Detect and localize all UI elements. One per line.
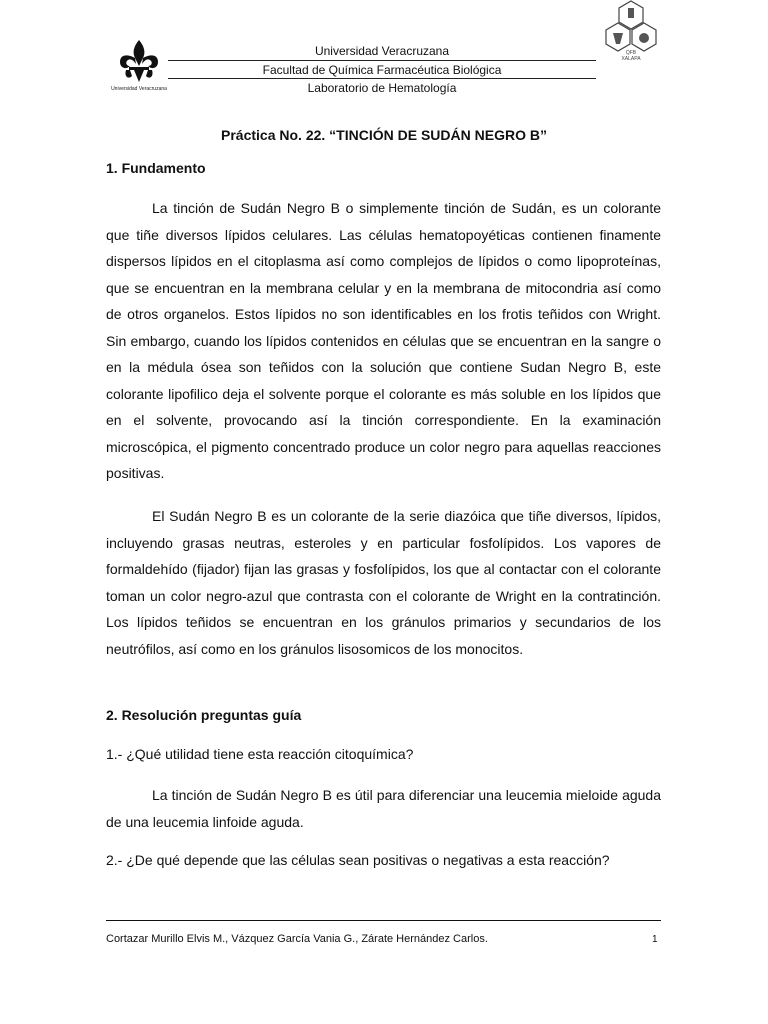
section-heading: 2. Resolución preguntas guía	[106, 707, 302, 723]
header-divider	[168, 78, 596, 79]
question: 2.- ¿De qué depende que las células sean positivas o negativas a esta reacción?	[106, 852, 610, 868]
university-logo	[106, 36, 172, 98]
university-name: Universidad Veracruzana	[314, 44, 450, 58]
section-heading: 1. Fundamento	[106, 160, 206, 176]
page-title: Práctica No. 22. “TINCIÓN DE SUDÁN NEGRO B”	[221, 127, 547, 143]
faculty-name: Facultad de Química Farmacéutica Biológica	[262, 63, 502, 77]
fleur-de-lis-icon	[106, 36, 172, 86]
paragraph: La tinción de Sudán Negro B o simplemente tinción de Sudán, es un colorante que tiñe diversos lípidos celulares. Las células hematopoyéticas contienen finamente dispersos lípidos en el citoplasma así como complejos de lípidos o como lipoproteínas, que se encuentran en la membrana celular y en la membrana de mitocondria así como de otros organelos. Estos lípidos no son identificables en los frotis teñidos con Wright. Sin embargo, cuando los lípidos contenidos en células que se encuentran en la sangre o en la médula ósea son teñidos con la solución que contiene Sudan Negro B, este colorante lipofilico deja el solvente porque el colorante es más soluble en los lípidos que en el solvente, provocando así la tinción correspondiente. En la examinación microscópica, el pigmento concentrado produce un color negro para aquellas reacciones positivas.	[106, 200, 661, 481]
faculty-logo	[598, 0, 664, 60]
qfb-caption-line2: XALAPA	[621, 56, 641, 62]
qfb-caption-line1: QFB	[625, 50, 637, 56]
page-number: 1	[652, 934, 658, 945]
footer-authors: Cortazar Murillo Elvis M., Vázquez García Vania G., Zárate Hernández Carlos.	[106, 933, 488, 945]
lab-name: Laboratorio de Hematología	[307, 81, 457, 95]
question: 1.- ¿Qué utilidad tiene esta reacción citoquímica?	[106, 746, 414, 762]
logo-caption: Universidad Veracruzana	[111, 86, 167, 92]
header-divider	[168, 60, 596, 61]
footer-divider	[106, 920, 661, 921]
answer: La tinción de Sudán Negro B es útil para diferenciar una leucemia mieloide aguda de una leucemia linfoide aguda.	[106, 787, 661, 830]
paragraph: El Sudán Negro B es un colorante de la serie diazóica que tiñe diversos, lípidos, incluyendo grasas neutras, esteroles y en particular fosfolípidos. Los vapores de formaldehído (fijador) fijan las grasas y fosfolípidos, los que al contactar con el colorante toman un color negro-azul que contrasta con el colorante de Wright en la contratinción. Los lípidos teñidos se encuentran en los gránulos primarios y secundarios de los neutrófilos, así como en los gránulos lisosomicos de los monocitos.	[106, 508, 661, 657]
